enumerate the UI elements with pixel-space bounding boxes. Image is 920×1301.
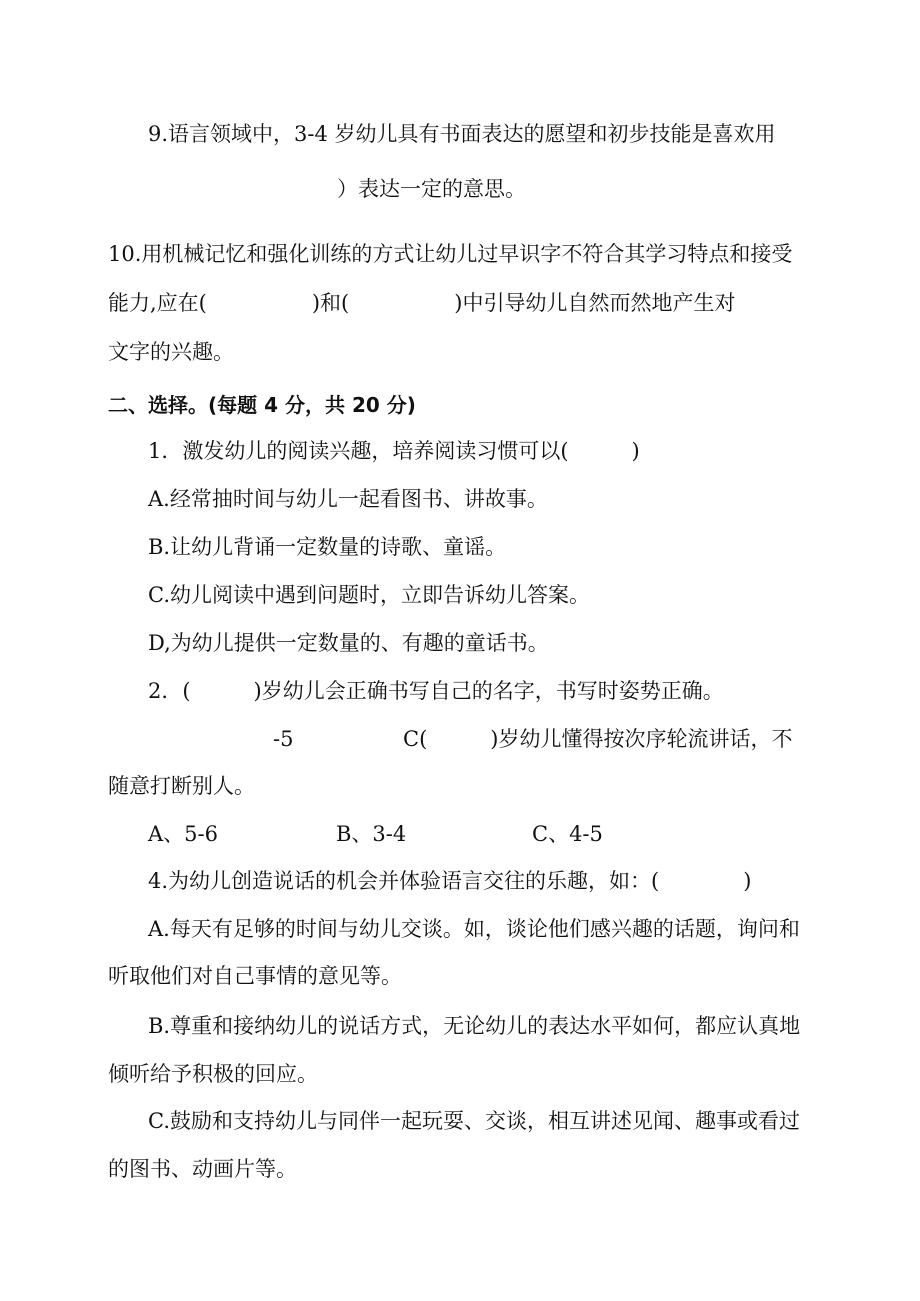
q10-line-3: 文字的兴趣。	[108, 340, 234, 364]
q9-line-1: 9.语言领域中，3-4 岁幼儿具有书面表达的愿望和初步技能是喜欢用	[148, 122, 776, 146]
q1-option-c: C.幼儿阅读中遇到问题时，立即告诉幼儿答案。	[148, 583, 590, 607]
q4-option-a-line-1: A.每天有足够的时间与幼儿交谈。如，谈论他们感兴趣的话题，询问和	[148, 917, 800, 941]
q3-option-a: A、5-6	[148, 822, 218, 846]
q3-fragment: -5	[273, 727, 294, 751]
q4-option-c-line-2: 的图书、动画片等。	[108, 1157, 297, 1181]
q3-stem-line-1: C( )岁幼儿懂得按次序轮流讲话，不	[403, 727, 793, 751]
q4-option-b-line-2: 倾听给予积极的回应。	[108, 1062, 318, 1086]
q3-stem-line-2: 随意打断别人。	[108, 774, 255, 798]
q1-option-a: A.经常抽时间与幼儿一起看图书、讲故事。	[148, 487, 548, 511]
q1-option-b: B.让幼儿背诵一定数量的诗歌、童谣。	[148, 535, 507, 559]
q4-option-a-line-2: 听取他们对自己事情的意见等。	[108, 964, 402, 988]
q1-stem: 1．激发幼儿的阅读兴趣，培养阅读习惯可以( )	[148, 439, 640, 463]
q4-option-b-line-1: B.尊重和接纳幼儿的说话方式，无论幼儿的表达水平如何，都应认真地	[148, 1014, 801, 1038]
q3-option-c: C、4-5	[532, 822, 603, 846]
q4-option-c-line-1: C.鼓励和支持幼儿与同伴一起玩耍、交谈，相互讲述见闻、趣事或看过	[148, 1109, 800, 1133]
q10-line-1: 10.用机械记忆和强化训练的方式让幼儿过早识字不符合其学习特点和接受	[108, 242, 793, 266]
q1-option-d: D,为幼儿提供一定数量的、有趣的童话书。	[148, 631, 549, 655]
section-heading: 二、选择。(每题 4 分，共 20 分)	[108, 393, 416, 417]
q4-stem: 4.为幼儿创造说话的机会并体验语言交往的乐趣，如：( )	[148, 869, 752, 893]
q10-line-2: 能力,应在( )和( )中引导幼儿自然而然地产生对	[108, 291, 736, 315]
q3-option-b: B、3-4	[336, 822, 407, 846]
q2-stem: 2．( )岁幼儿会正确书写自己的名字，书写时姿势正确。	[148, 679, 724, 703]
q9-line-2: ）表达一定的意思。	[337, 177, 526, 201]
